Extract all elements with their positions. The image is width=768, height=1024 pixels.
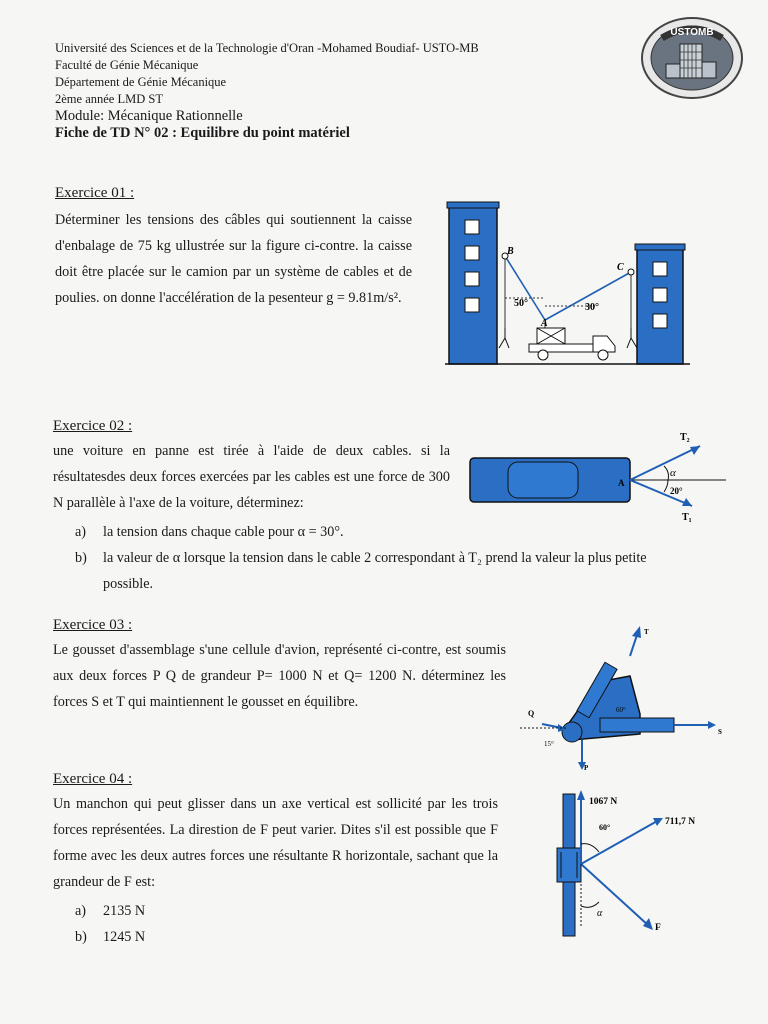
list-item: b) 1245 N bbox=[75, 929, 146, 945]
exercise-text: une voiture en panne est tirée à l'aide de deux cables. si la résultatesdes deux forces exercées par les cables est une force de 300 N parallèle à l'axe de la voiture, déterminez: bbox=[53, 443, 450, 511]
force-p-label: P bbox=[584, 764, 589, 772]
document-header bbox=[55, 40, 479, 142]
point-c-label: C bbox=[617, 262, 624, 273]
exercise-3-figure bbox=[520, 622, 730, 774]
alpha-label: α bbox=[597, 908, 603, 919]
logo-text: USTOMB bbox=[670, 27, 714, 38]
force-t-label: T bbox=[644, 628, 649, 636]
exercise-title: Exercice 02 : bbox=[53, 418, 133, 434]
module-name: Module: Mécanique Rationnelle bbox=[55, 108, 243, 124]
exercise-title: Exercice 01 : bbox=[55, 185, 135, 201]
alpha-label: α bbox=[670, 467, 676, 479]
exercise-title: Exercice 04 : bbox=[53, 771, 133, 787]
angle-15-label: 15° bbox=[544, 740, 554, 748]
force-1067-label: 1067 N bbox=[589, 797, 618, 807]
force-q-label: Q bbox=[528, 709, 535, 718]
exercise-text: Le gousset d'assemblage s'une cellule d'avion, représenté ci-contre, est soumis aux deux forces P Q de grandeur P= 1000 N et Q= 1200 N. déterminez les forces S et T qui maintiennent le gousset en équilibre. bbox=[53, 642, 506, 710]
exercise-title: Exercice 03 : bbox=[53, 617, 133, 633]
t2-label: T₂ bbox=[680, 432, 690, 443]
exercise-1 bbox=[55, 185, 412, 311]
list-item: a) 2135 N bbox=[75, 903, 146, 919]
point-a-label: A bbox=[541, 318, 548, 329]
point-a-label: A bbox=[618, 478, 625, 488]
university-logo bbox=[640, 16, 744, 100]
exercise-text: Déterminer les tensions des câbles qui soutiennent la caisse d'enbalage de 75 kg ullustrée sur la figure ci-contre. la caisse doit être placée sur le camion par un système de cables et de poulies. on donne l'accélération de la pesenteur g = 9.81m/s². bbox=[55, 212, 412, 306]
list-item: b) la valeur de α lorsque la tension dans le cable 2 correspondant à T₂ prend la valeur la plus petite possible. bbox=[75, 550, 647, 592]
header-line: Université des Sciences et de la Technologie d'Oran -Mohamed Boudiaf- USTO-MB bbox=[55, 41, 479, 55]
exercise-text: Un manchon qui peut glisser dans un axe vertical est sollicité par les trois forces représentées. La direstion de F peut varier. Dites s'il est possible que F forme avec les deux autres forces une résultante R horizontale, sachant que la grandeur de F est: bbox=[53, 796, 498, 890]
angle-60-label: 60° bbox=[616, 706, 626, 714]
header-line: 2ème année LMD ST bbox=[55, 92, 163, 106]
header-line: Faculté de Génie Mécanique bbox=[55, 58, 199, 72]
force-7117-label: 711,7 N bbox=[665, 817, 696, 827]
exercise-2-figure bbox=[468, 430, 730, 526]
angle-20-label: 20° bbox=[670, 486, 683, 496]
exercise-1-figure bbox=[445, 198, 690, 370]
list-item: a) la tension dans chaque cable pour α = 30°. bbox=[75, 524, 344, 540]
angle-50-label: 50° bbox=[514, 298, 528, 309]
exercise-4 bbox=[53, 771, 498, 895]
page-title: Fiche de TD N° 02 : Equilibre du point matériel bbox=[55, 125, 350, 141]
exercise-2-questions bbox=[75, 519, 675, 597]
force-s-label: S bbox=[718, 728, 722, 736]
angle-60-label: 60° bbox=[599, 823, 611, 832]
header-line: Département de Génie Mécanique bbox=[55, 75, 227, 89]
exercise-3 bbox=[53, 617, 506, 715]
exercise-4-figure bbox=[555, 788, 725, 938]
t1-label: T₁ bbox=[682, 512, 692, 523]
point-b-label: B bbox=[507, 246, 514, 257]
force-f-label: F bbox=[655, 923, 661, 933]
exercise-2 bbox=[53, 418, 450, 516]
exercise-4-options bbox=[75, 898, 275, 950]
angle-30-label: 30° bbox=[585, 302, 599, 313]
